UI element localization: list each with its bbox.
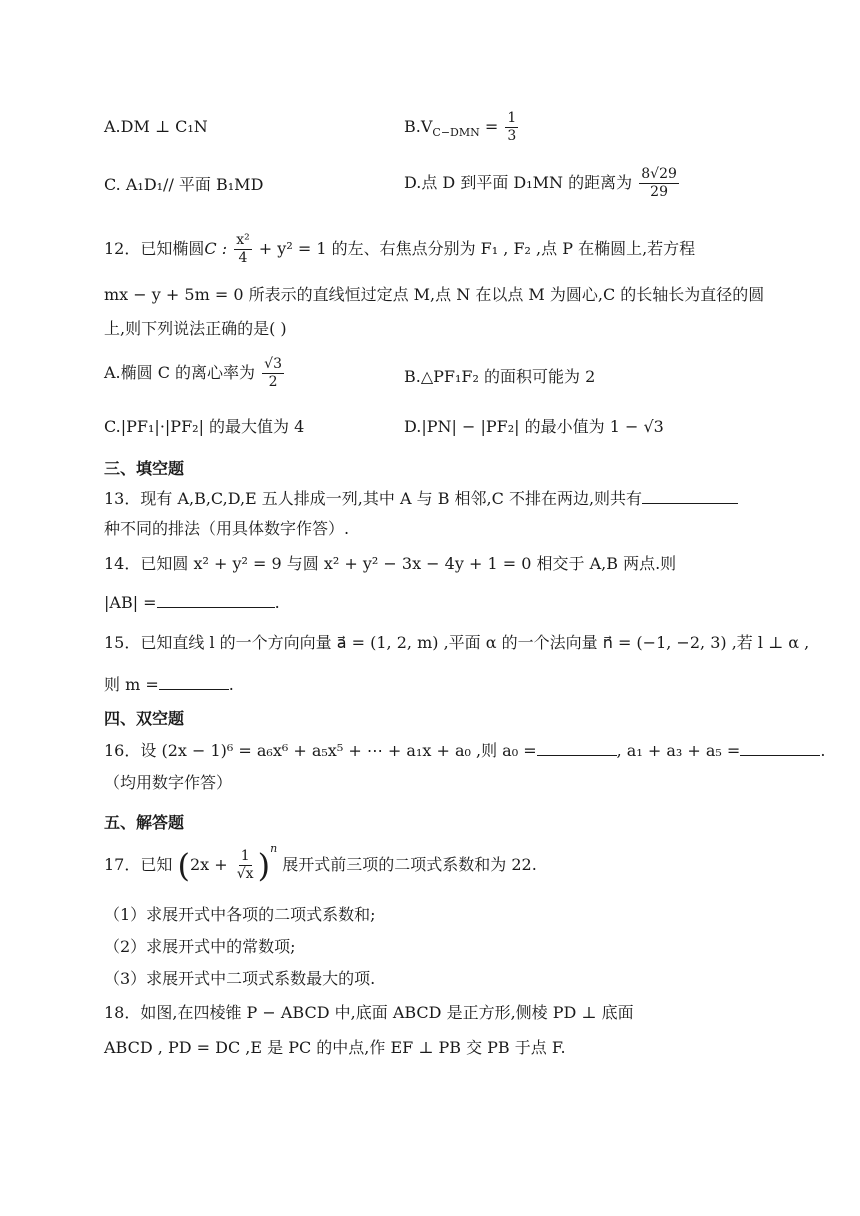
q12-stem-line2: mx − y + 5m = 0 所表示的直线恒过定点 M,点 N 在以点 M 为圆心,C 的长轴长为直径的圆 — [104, 285, 765, 304]
section-heading-double-blank: 四、双空题 — [104, 709, 185, 728]
answer-blank — [642, 489, 738, 504]
q13-line2: 种不同的排法（用具体数字作答）. — [104, 519, 350, 538]
section-heading-fill-blank: 三、填空题 — [104, 459, 185, 478]
q11-option-c: C. A₁D₁// 平面 B₁MD — [104, 175, 264, 194]
q15-line1: 15．已知直线 l 的一个方向向量 a⃗ = (1, 2, m) ,平面 α 的一个法向量 n⃗ = (−1, −2, 3) ,若 l ⊥ α , — [104, 633, 810, 652]
q11-option-b: $B.V_{C-DMN}$ = $\frac{1}{3}$ — [404, 110, 517, 144]
q17-part1: （1）求展开式中各项的二项式系数和; — [104, 905, 376, 924]
q12-option-b: B.△PF₁F₂ 的面积可能为 2 — [404, 367, 596, 386]
q11-option-d: D.点 D 到平面 D₁MN 的距离为 $\frac{8√29}{29}$ — [404, 166, 677, 200]
section-heading-answer: 五、解答题 — [104, 813, 185, 832]
q13-line1: 13．现有 A,B,C,D,E 五人排成一列,其中 A 与 B 相邻,C 不排在两边,则共有 — [104, 488, 738, 510]
q12-option-a: A.椭圆 C 的离心率为 $\frac{√3}{2}$ — [104, 356, 282, 390]
q12-stem-line1: 12．已知椭圆C : $\frac{\text{x²}}{4}$ + y² = 1 的左、右焦点分别为 F₁ , F₂ ,点 P 在椭圆上,若方程 — [104, 232, 696, 266]
answer-blank — [537, 741, 617, 756]
q11-option-a: A.DM ⊥ C₁N — [104, 117, 208, 136]
q16-line2: （均用数字作答） — [104, 773, 233, 792]
q18-line1: 18．如图,在四棱锥 P − ABCD 中,底面 ABCD 是正方形,侧棱 PD ⊥ 底面 — [104, 1003, 634, 1022]
q14-line1: 14．已知圆 x² + y² = 9 与圆 x² + y² − 3x − 4y + 1 = 0 相交于 A,B 两点.则 — [104, 554, 677, 573]
q12-stem-line3: 上,则下列说法正确的是( ) — [104, 319, 287, 338]
answer-blank — [740, 741, 820, 756]
q16-line1: 16．设 (2x − 1)⁶ = a₆x⁶ + a₅x⁵ + ⋯ + a₁x + a₀ ,则 a₀ = , a₁ + a₃ + a₅ = . — [104, 741, 826, 760]
answer-blank — [159, 675, 229, 690]
q17-part3: （3）求展开式中二项式系数最大的项. — [104, 969, 376, 988]
q17-part2: （2）求展开式中的常数项; — [104, 937, 296, 956]
q17-stem: 17．已知 (2x + $\frac{1}{√x}$ )$^n$ 展开式前三项的二项式系数和为 22. — [104, 842, 537, 885]
q15-line2: 则 m = . — [104, 675, 234, 694]
q12-option-d: D.|PN| − |PF₂| 的最小值为 1 − √3 — [404, 417, 664, 436]
q12-option-c: C.|PF₁|·|PF₂| 的最大值为 4 — [104, 417, 305, 436]
answer-blank — [157, 593, 275, 608]
q18-line2: ABCD , PD = DC ,E 是 PC 的中点,作 EF ⊥ PB 交 PB 于点 F. — [104, 1038, 566, 1057]
q14-line2: |AB| = . — [104, 593, 280, 612]
